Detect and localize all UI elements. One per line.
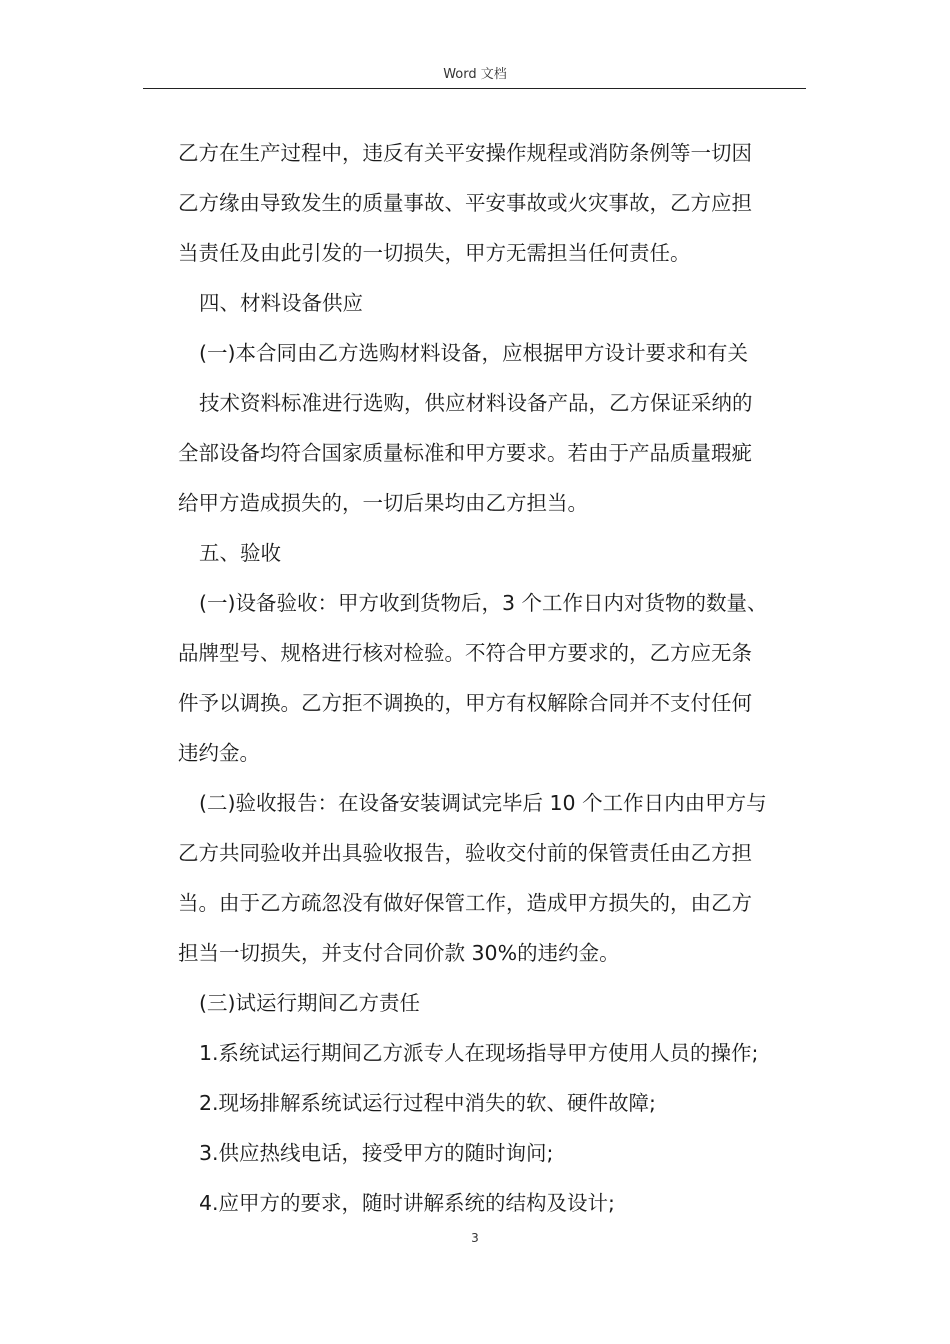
page-header-title: Word 文档	[443, 67, 507, 82]
body-line: 品牌型号、规格进行核对检验。不符合甲方要求的，乙方应无条	[178, 641, 752, 665]
section-heading: 五、验收	[199, 541, 281, 565]
document-body	[178, 128, 808, 1228]
subsection-heading: (三)试运行期间乙方责任	[199, 991, 420, 1015]
body-line: 件予以调换。乙方拒不调换的，甲方有权解除合同并不支付任何	[178, 691, 752, 715]
body-line: 担当一切损失，并支付合同价款 30%的违约金。	[178, 941, 620, 965]
body-line: (一)设备验收：甲方收到货物后，3 个工作日内对货物的数量、	[199, 591, 768, 615]
section-heading: 四、材料设备供应	[199, 291, 363, 315]
body-line: 技术资料标准进行选购，供应材料设备产品，乙方保证采纳的	[199, 391, 753, 415]
body-line: 乙方缘由导致发生的质量事故、平安事故或火灾事故，乙方应担	[178, 191, 752, 215]
body-line: 乙方在生产过程中，违反有关平安操作规程或消防条例等一切因	[178, 141, 752, 165]
list-item: 1.系统试运行期间乙方派专人在现场指导甲方使用人员的操作;	[199, 1041, 759, 1065]
body-line: (二)验收报告：在设备安装调试完毕后 10 个工作日内由甲方与	[199, 791, 767, 815]
body-line: (一)本合同由乙方选购材料设备，应根据甲方设计要求和有关	[199, 341, 748, 365]
body-line: 全部设备均符合国家质量标准和甲方要求。若由于产品质量瑕疵	[178, 441, 752, 465]
list-item: 2.现场排解系统试运行过程中消失的软、硬件故障;	[199, 1091, 656, 1115]
page-number: 3	[471, 1231, 479, 1245]
body-line: 当责任及由此引发的一切损失，甲方无需担当任何责任。	[178, 241, 691, 265]
body-line: 当。由于乙方疏忽没有做好保管工作，造成甲方损失的，由乙方	[178, 891, 752, 915]
list-item: 3.供应热线电话，接受甲方的随时询问;	[199, 1141, 554, 1165]
header-divider	[143, 88, 806, 89]
body-line: 乙方共同验收并出具验收报告，验收交付前的保管责任由乙方担	[178, 841, 752, 865]
body-line: 给甲方造成损失的，一切后果均由乙方担当。	[178, 491, 588, 515]
list-item: 4.应甲方的要求，随时讲解系统的结构及设计;	[199, 1191, 615, 1215]
body-line: 违约金。	[178, 741, 260, 765]
